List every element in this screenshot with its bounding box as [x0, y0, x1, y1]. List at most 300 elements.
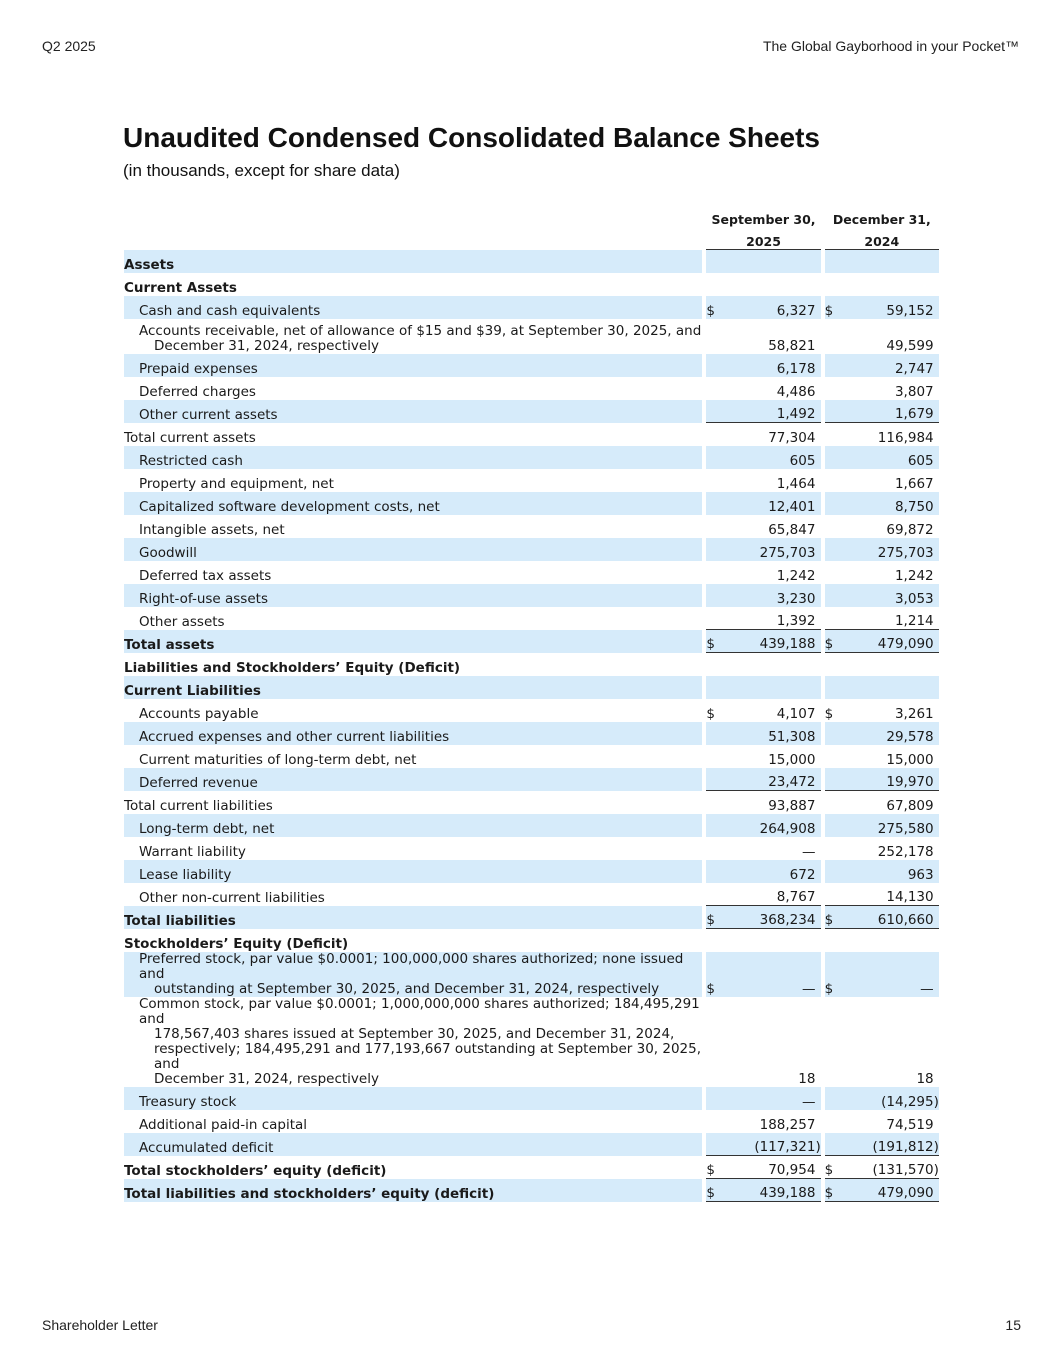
- row-label: [124, 561, 702, 584]
- value-suffix: [934, 883, 939, 906]
- value-suffix: [934, 630, 939, 653]
- currency-symbol: [825, 997, 843, 1087]
- value-dec-2024: 49,599: [842, 319, 933, 354]
- value-suffix: [934, 446, 939, 469]
- table-row: [124, 653, 939, 676]
- row-label-text: Right-of-use assets: [139, 591, 268, 607]
- value-dec-2024: 2,747: [842, 354, 933, 377]
- row-label-text: Stockholders’ Equity (Deficit): [124, 936, 349, 952]
- row-label: [124, 929, 702, 952]
- value-dec-2024: 29,578: [842, 722, 933, 745]
- currency-symbol: [706, 584, 724, 607]
- currency-symbol: $: [825, 699, 843, 722]
- header-quarter: Q2 2025: [42, 38, 96, 54]
- table-row: [124, 997, 939, 1087]
- table-row: [124, 745, 939, 768]
- value-dec-2024: 74,519: [842, 1110, 933, 1133]
- currency-symbol: [706, 929, 724, 952]
- value-dec-2024: (191,812: [842, 1133, 933, 1156]
- currency-symbol: [706, 1110, 724, 1133]
- currency-symbol: [706, 515, 724, 538]
- value-sep-2025: —: [724, 952, 815, 997]
- value-suffix: [934, 273, 939, 296]
- row-label-text: Lease liability: [139, 867, 232, 883]
- value-suffix: [934, 377, 939, 400]
- row-label-text: Total stockholders’ equity (deficit): [124, 1163, 387, 1179]
- currency-symbol: [825, 791, 843, 814]
- value-sep-2025: [724, 250, 815, 273]
- row-label: [124, 653, 702, 676]
- value-suffix: ): [934, 1133, 939, 1156]
- table-row: [124, 837, 939, 860]
- value-dec-2024: 963: [842, 860, 933, 883]
- table-row: [124, 273, 939, 296]
- row-label: [124, 1156, 702, 1179]
- column-header-dec-2024-line2: 2024: [825, 227, 939, 250]
- value-suffix: [934, 860, 939, 883]
- value-sep-2025: 18: [724, 997, 815, 1087]
- row-label-text: Capitalized software development costs, net: [139, 499, 440, 515]
- table-row: [124, 446, 939, 469]
- value-dec-2024: 1,679: [842, 400, 933, 423]
- value-dec-2024: 59,152: [842, 296, 933, 319]
- row-label: [124, 1133, 702, 1156]
- value-sep-2025: 93,887: [724, 791, 815, 814]
- row-label-text: Treasury stock: [139, 1094, 237, 1110]
- table-row: [124, 860, 939, 883]
- footer-doc-name: Shareholder Letter: [42, 1317, 158, 1333]
- value-suffix: [934, 837, 939, 860]
- value-suffix: [934, 699, 939, 722]
- value-sep-2025: 439,188: [724, 1179, 815, 1202]
- row-label: [124, 630, 702, 653]
- row-label-text: Prepaid expenses: [139, 361, 258, 377]
- row-label: [124, 768, 702, 791]
- row-label-text: Cash and cash equivalents: [139, 303, 321, 319]
- value-dec-2024: (131,570: [842, 1156, 933, 1179]
- row-label-text: Total liabilities: [124, 913, 236, 929]
- row-label: [124, 273, 702, 296]
- table-row: [124, 699, 939, 722]
- row-label: [124, 492, 702, 515]
- page-number: 15: [1005, 1317, 1021, 1333]
- table-row: [124, 584, 939, 607]
- row-label-text: Accounts receivable, net of allowance of $15 and $39, at September 30, 2025, and: [139, 323, 702, 339]
- value-suffix: [934, 515, 939, 538]
- table-header: [124, 205, 939, 250]
- row-label: [124, 722, 702, 745]
- row-label: [124, 745, 702, 768]
- value-suffix: [934, 492, 939, 515]
- value-sep-2025: 77,304: [724, 423, 815, 446]
- currency-symbol: [706, 814, 724, 837]
- currency-symbol: $: [706, 630, 724, 653]
- value-suffix: [934, 653, 939, 676]
- row-label: [124, 676, 702, 699]
- value-sep-2025: 1,242: [724, 561, 815, 584]
- currency-symbol: [825, 929, 843, 952]
- currency-symbol: [706, 561, 724, 584]
- currency-symbol: [706, 400, 724, 423]
- row-label-text: Deferred revenue: [139, 775, 258, 791]
- value-suffix: [934, 791, 939, 814]
- row-label-text: Preferred stock, par value $0.0001; 100,000,000 shares authorized; none issued and: [139, 951, 684, 982]
- currency-symbol: [706, 997, 724, 1087]
- row-label: [124, 1110, 702, 1133]
- row-label-text: Assets: [124, 257, 175, 273]
- row-label-text: Long-term debt, net: [139, 821, 275, 837]
- value-dec-2024: —: [842, 952, 933, 997]
- column-header-sep-2025-line2: 2025: [706, 227, 820, 250]
- value-sep-2025: 23,472: [724, 768, 815, 791]
- value-dec-2024: 3,807: [842, 377, 933, 400]
- row-label-text: Accounts payable: [139, 706, 259, 722]
- column-header-sep-2025-line1: September 30,: [711, 212, 816, 227]
- currency-symbol: [825, 561, 843, 584]
- currency-symbol: [825, 400, 843, 423]
- row-label: [124, 1179, 702, 1202]
- value-dec-2024: [842, 929, 933, 952]
- currency-symbol: $: [706, 906, 724, 929]
- currency-symbol: [706, 653, 724, 676]
- table-row: [124, 1179, 939, 1202]
- value-dec-2024: 116,984: [842, 423, 933, 446]
- value-sep-2025: 15,000: [724, 745, 815, 768]
- value-dec-2024: 1,242: [842, 561, 933, 584]
- value-sep-2025: 4,486: [724, 377, 815, 400]
- row-label-text: Total current assets: [124, 430, 256, 446]
- currency-symbol: [825, 607, 843, 630]
- currency-symbol: [825, 1110, 843, 1133]
- row-label: [124, 515, 702, 538]
- row-label: [124, 446, 702, 469]
- currency-symbol: [825, 354, 843, 377]
- currency-symbol: [706, 722, 724, 745]
- value-sep-2025: 275,703: [724, 538, 815, 561]
- table-row: [124, 1156, 939, 1179]
- currency-symbol: [825, 469, 843, 492]
- row-label-text: Other assets: [139, 614, 225, 630]
- table-row: [124, 1133, 939, 1156]
- row-label: [124, 791, 702, 814]
- row-label: [124, 584, 702, 607]
- row-label: [124, 837, 702, 860]
- value-sep-2025: —: [724, 1087, 815, 1110]
- currency-symbol: [706, 860, 724, 883]
- value-suffix: ): [934, 1156, 939, 1179]
- row-label-text: Total assets: [124, 637, 215, 653]
- table-body: [124, 250, 939, 1202]
- row-label-text: Intangible assets, net: [139, 522, 285, 538]
- table-row: [124, 630, 939, 653]
- column-header-dec-2024-line1: December 31,: [832, 212, 931, 227]
- value-sep-2025: 4,107: [724, 699, 815, 722]
- value-sep-2025: 672: [724, 860, 815, 883]
- currency-symbol: [825, 653, 843, 676]
- currency-symbol: [825, 423, 843, 446]
- value-suffix: [934, 469, 939, 492]
- row-label-continuation: December 31, 2024, respectively: [154, 338, 379, 354]
- row-label: [124, 319, 702, 354]
- currency-symbol: [706, 377, 724, 400]
- value-sep-2025: 6,178: [724, 354, 815, 377]
- row-label: [124, 250, 702, 273]
- value-dec-2024: 67,809: [842, 791, 933, 814]
- currency-symbol: [706, 423, 724, 446]
- row-label: [124, 997, 702, 1087]
- row-label: [124, 883, 702, 906]
- currency-symbol: [706, 791, 724, 814]
- currency-symbol: [825, 492, 843, 515]
- value-sep-2025: [724, 929, 815, 952]
- value-dec-2024: 275,580: [842, 814, 933, 837]
- table-row: [124, 676, 939, 699]
- value-dec-2024: 8,750: [842, 492, 933, 515]
- currency-symbol: $: [825, 952, 843, 997]
- currency-symbol: [825, 722, 843, 745]
- currency-symbol: [825, 319, 843, 354]
- value-sep-2025: 1,464: [724, 469, 815, 492]
- value-sep-2025: 368,234: [724, 906, 815, 929]
- value-sep-2025: 264,908: [724, 814, 815, 837]
- row-label-continuation: respectively; 184,495,291 and 177,193,667 outstanding at September 30, 2025, and: [154, 1041, 702, 1072]
- value-dec-2024: [842, 653, 933, 676]
- currency-symbol: $: [706, 1179, 724, 1202]
- table-row: [124, 814, 939, 837]
- table-row: [124, 929, 939, 952]
- row-label-text: Current Assets: [124, 280, 237, 296]
- value-dec-2024: 252,178: [842, 837, 933, 860]
- currency-symbol: $: [706, 952, 724, 997]
- table-row: [124, 296, 939, 319]
- value-dec-2024: 19,970: [842, 768, 933, 791]
- value-sep-2025: 58,821: [724, 319, 815, 354]
- value-sep-2025: [724, 273, 815, 296]
- currency-symbol: $: [825, 1156, 843, 1179]
- value-sep-2025: (117,321: [724, 1133, 815, 1156]
- row-label-continuation: December 31, 2024, respectively: [154, 1071, 379, 1087]
- value-sep-2025: 188,257: [724, 1110, 815, 1133]
- currency-symbol: [825, 446, 843, 469]
- currency-symbol: [706, 1087, 724, 1110]
- row-label-text: Current Liabilities: [124, 683, 261, 699]
- value-suffix: [934, 250, 939, 273]
- value-suffix: [934, 423, 939, 446]
- table-row: [124, 515, 939, 538]
- header-tagline: The Global Gayborhood in your Pocket™: [762, 38, 1019, 54]
- row-label-text: Additional paid-in capital: [139, 1117, 308, 1133]
- table-row: [124, 607, 939, 630]
- value-suffix: [934, 400, 939, 423]
- value-suffix: [934, 722, 939, 745]
- currency-symbol: [706, 538, 724, 561]
- value-suffix: ): [934, 1087, 939, 1110]
- value-sep-2025: [724, 653, 815, 676]
- currency-symbol: [706, 469, 724, 492]
- table-row: [124, 561, 939, 584]
- row-label: [124, 699, 702, 722]
- currency-symbol: [706, 319, 724, 354]
- currency-symbol: [825, 584, 843, 607]
- value-dec-2024: 479,090: [842, 1179, 933, 1202]
- row-label-text: Restricted cash: [139, 453, 243, 469]
- currency-symbol: [825, 273, 843, 296]
- value-suffix: [934, 296, 939, 319]
- value-sep-2025: 8,767: [724, 883, 815, 906]
- value-suffix: [934, 906, 939, 929]
- value-suffix: [934, 997, 939, 1087]
- page-subtitle: (in thousands, except for share data): [123, 161, 400, 180]
- value-dec-2024: 610,660: [842, 906, 933, 929]
- table-row: [124, 354, 939, 377]
- row-label-text: Current maturities of long-term debt, net: [139, 752, 417, 768]
- table-row: [124, 791, 939, 814]
- row-label: [124, 906, 702, 929]
- value-sep-2025: 70,954: [724, 1156, 815, 1179]
- table-row: [124, 1110, 939, 1133]
- table-row: [124, 883, 939, 906]
- currency-symbol: [706, 492, 724, 515]
- value-sep-2025: 6,327: [724, 296, 815, 319]
- currency-symbol: [825, 538, 843, 561]
- row-label-text: Warrant liability: [139, 844, 246, 860]
- currency-symbol: [706, 883, 724, 906]
- currency-symbol: [706, 250, 724, 273]
- currency-symbol: [825, 837, 843, 860]
- currency-symbol: $: [706, 296, 724, 319]
- value-suffix: [934, 1179, 939, 1202]
- value-suffix: [934, 607, 939, 630]
- value-dec-2024: [842, 273, 933, 296]
- currency-symbol: [706, 354, 724, 377]
- table-row: [124, 423, 939, 446]
- value-dec-2024: [842, 676, 933, 699]
- value-dec-2024: 275,703: [842, 538, 933, 561]
- value-dec-2024: 605: [842, 446, 933, 469]
- row-label-text: Liabilities and Stockholders’ Equity (Deficit): [124, 660, 461, 676]
- value-dec-2024: 69,872: [842, 515, 933, 538]
- table-row: [124, 250, 939, 273]
- value-suffix: [934, 584, 939, 607]
- row-label: [124, 423, 702, 446]
- currency-symbol: [825, 515, 843, 538]
- value-dec-2024: 15,000: [842, 745, 933, 768]
- currency-symbol: $: [825, 296, 843, 319]
- currency-symbol: $: [706, 699, 724, 722]
- row-label-text: Deferred tax assets: [139, 568, 272, 584]
- table-row: [124, 1087, 939, 1110]
- value-sep-2025: 3,230: [724, 584, 815, 607]
- row-label-text: Other current assets: [139, 407, 278, 423]
- value-suffix: [934, 676, 939, 699]
- value-suffix: [934, 952, 939, 997]
- currency-symbol: [706, 607, 724, 630]
- value-sep-2025: 1,492: [724, 400, 815, 423]
- row-label: [124, 814, 702, 837]
- row-label-text: Total liabilities and stockholders’ equity (deficit): [124, 1186, 495, 1202]
- value-suffix: [934, 561, 939, 584]
- value-dec-2024: 3,261: [842, 699, 933, 722]
- value-sep-2025: 605: [724, 446, 815, 469]
- row-label-continuation: 178,567,403 shares issued at September 30, 2025, and December 31, 2024,: [154, 1026, 675, 1042]
- row-label-continuation: outstanding at September 30, 2025, and December 31, 2024, respectively: [154, 981, 660, 997]
- currency-symbol: $: [706, 1156, 724, 1179]
- value-sep-2025: 12,401: [724, 492, 815, 515]
- value-dec-2024: 18: [842, 997, 933, 1087]
- row-label: [124, 607, 702, 630]
- currency-symbol: [825, 377, 843, 400]
- table-row: [124, 377, 939, 400]
- table-row: [124, 400, 939, 423]
- currency-symbol: [706, 768, 724, 791]
- currency-symbol: $: [825, 906, 843, 929]
- value-suffix: [934, 745, 939, 768]
- currency-symbol: [825, 883, 843, 906]
- value-suffix: ): [815, 1133, 820, 1156]
- value-sep-2025: —: [724, 837, 815, 860]
- row-label: [124, 860, 702, 883]
- table-row: [124, 722, 939, 745]
- table-row: [124, 538, 939, 561]
- currency-symbol: [825, 250, 843, 273]
- value-suffix: [934, 319, 939, 354]
- currency-symbol: [706, 837, 724, 860]
- currency-symbol: $: [825, 630, 843, 653]
- currency-symbol: [825, 768, 843, 791]
- row-label-text: Accumulated deficit: [139, 1140, 274, 1156]
- value-dec-2024: (14,295: [842, 1087, 933, 1110]
- currency-symbol: [706, 273, 724, 296]
- row-label-text: Deferred charges: [139, 384, 256, 400]
- page-title: Unaudited Condensed Consolidated Balance Sheets: [123, 122, 821, 153]
- table-row: [124, 492, 939, 515]
- currency-symbol: [706, 446, 724, 469]
- row-label: [124, 377, 702, 400]
- row-label: [124, 469, 702, 492]
- currency-symbol: [825, 1133, 843, 1156]
- row-label: [124, 400, 702, 423]
- currency-symbol: [706, 676, 724, 699]
- row-label-text: Property and equipment, net: [139, 476, 334, 492]
- table-row: [124, 952, 939, 997]
- value-sep-2025: 51,308: [724, 722, 815, 745]
- value-suffix: [934, 538, 939, 561]
- value-suffix: [934, 1110, 939, 1133]
- table-row: [124, 319, 939, 354]
- value-dec-2024: 3,053: [842, 584, 933, 607]
- row-label-text: Common stock, par value $0.0001; 1,000,000,000 shares authorized; 184,495,291 and: [139, 996, 700, 1027]
- table-row: [124, 906, 939, 929]
- balance-sheet-table: [124, 205, 939, 1202]
- value-sep-2025: 439,188: [724, 630, 815, 653]
- currency-symbol: [825, 860, 843, 883]
- currency-symbol: [825, 1087, 843, 1110]
- currency-symbol: [825, 814, 843, 837]
- row-label-text: Other non-current liabilities: [139, 890, 325, 906]
- currency-symbol: [706, 745, 724, 768]
- value-dec-2024: 1,214: [842, 607, 933, 630]
- value-suffix: [934, 768, 939, 791]
- row-label-text: Goodwill: [139, 545, 197, 561]
- row-label-text: Accrued expenses and other current liabilities: [139, 729, 450, 745]
- row-label: [124, 354, 702, 377]
- value-suffix: [934, 929, 939, 952]
- currency-symbol: $: [825, 1179, 843, 1202]
- value-dec-2024: [842, 250, 933, 273]
- row-label: [124, 538, 702, 561]
- value-suffix: [934, 814, 939, 837]
- currency-symbol: [825, 676, 843, 699]
